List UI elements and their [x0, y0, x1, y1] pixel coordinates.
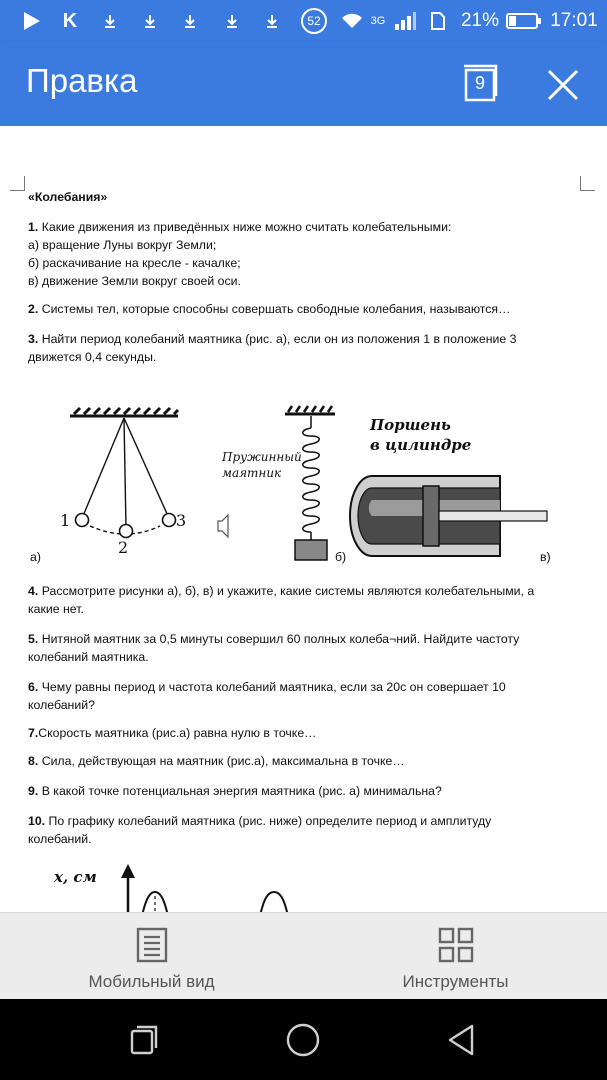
question-10 — [28, 812, 588, 830]
q6-text-cont: колебаний? — [28, 698, 95, 712]
back-button[interactable] — [421, 999, 501, 1080]
mobile-view-label: Мобильный вид — [88, 972, 215, 991]
network-type: 3G — [370, 15, 386, 27]
download-icon — [100, 0, 120, 42]
q10-text: По графику колебаний маятника (рис. ниже) определите период и амплитуду — [45, 814, 492, 828]
recent-apps-icon — [129, 1024, 159, 1056]
question-6 — [28, 678, 588, 696]
spring-pendulum-figure — [285, 406, 335, 560]
q4-text-cont: какие нет. — [28, 602, 84, 616]
figure — [0, 396, 607, 576]
spring-label-line1: Пружинный — [222, 450, 302, 464]
position-1-label: 1 — [60, 511, 71, 530]
position-2-label: 2 — [118, 538, 129, 557]
q10-text-cont: колебаний. — [28, 832, 92, 846]
recent-apps-button[interactable] — [104, 999, 184, 1080]
q1-option-a: а) вращение Луны вокруг Земли; — [28, 238, 217, 252]
q5-text-cont: колебаний маятника. — [28, 650, 149, 664]
pages-button[interactable] — [458, 64, 502, 106]
q9-text: В какой точке потенциальная энергия маятника (рис. а) минимальна? — [41, 784, 442, 798]
question-8 — [28, 752, 588, 770]
question-1 — [28, 218, 588, 236]
figure-drawing — [0, 396, 607, 576]
app-title: Правка — [26, 62, 138, 99]
q5-text: Нитяной маятник за 0,5 минуты совершил 60 полных колеба¬ний. Найдите частоту — [41, 632, 520, 646]
mobile-view-button[interactable] — [0, 913, 303, 1000]
q10-number: 10. — [28, 814, 46, 828]
q1-text: Какие движения из приведённых ниже можно считать колебательными: — [41, 220, 452, 234]
q1-option-c: в) движение Земли вокруг своей оси. — [28, 274, 241, 288]
mobile-view-icon — [135, 927, 169, 963]
q7-number: 7. — [28, 726, 39, 740]
piston-figure — [350, 476, 547, 556]
q6-text: Чему равны период и частота колебаний маятника, если за 20с он совершает 10 — [41, 680, 506, 694]
battery-percent: 21% — [460, 10, 500, 31]
speaker-icon — [218, 515, 228, 537]
pendulum-figure — [70, 408, 178, 538]
status-bar — [0, 0, 607, 42]
page-corner-mark — [10, 176, 25, 191]
q3-number: 3. — [28, 332, 39, 346]
q4-number: 4. — [28, 584, 39, 598]
home-button[interactable] — [263, 999, 343, 1080]
tools-grid-icon — [438, 927, 474, 963]
close-icon — [544, 66, 582, 104]
piston-label-line1: Поршень — [370, 416, 451, 434]
download-icon — [262, 0, 282, 42]
q7-text: Скорость маятника (рис.а) равна нулю в точке… — [38, 726, 317, 740]
question-3 — [28, 330, 588, 348]
figure-label-c: в) — [540, 550, 551, 564]
question-9 — [28, 782, 588, 800]
oscillation-graph — [0, 856, 607, 912]
q3-text-cont: движется 0,4 секунды. — [28, 350, 157, 364]
system-nav-bar — [0, 999, 607, 1080]
q3-text: Найти период колебаний маятника (рис. а), если он из положения 1 в положение 3 — [41, 332, 517, 346]
back-icon — [445, 1023, 477, 1057]
figure-label-b: б) — [335, 550, 347, 564]
document-page[interactable] — [0, 126, 607, 912]
q2-text: Системы тел, которые способны совершать свободные колебания, называются… — [41, 302, 511, 316]
home-icon — [285, 1022, 321, 1058]
figure-label-a: а) — [30, 550, 41, 564]
play-store-icon — [20, 0, 44, 42]
vk-icon: K — [62, 9, 78, 32]
clock: 17:01 — [550, 10, 598, 31]
graph-drawing — [0, 856, 607, 912]
sim-icon — [428, 0, 448, 42]
wifi-icon — [340, 0, 364, 42]
spring-label-line2: маятник — [222, 466, 282, 480]
q6-number: 6. — [28, 680, 39, 694]
battery-icon — [504, 0, 544, 42]
doc-heading: «Колебания» — [28, 190, 108, 204]
q8-number: 8. — [28, 754, 39, 768]
q9-number: 9. — [28, 784, 39, 798]
page-count: 9 — [474, 73, 485, 93]
position-3-label: 3 — [176, 511, 187, 530]
download-icon — [180, 0, 200, 42]
piston-label-line2: в цилиндре — [370, 436, 472, 454]
q1-number: 1. — [28, 220, 39, 234]
question-4 — [28, 582, 588, 600]
q2-number: 2. — [28, 302, 39, 316]
q4-text: Рассмотрите рисунки а), б), в) и укажите, какие системы являются колебательными, а — [41, 584, 535, 598]
notification-count: 52 — [301, 8, 327, 34]
graph-axis-label: x, см — [54, 868, 97, 886]
question-7 — [28, 724, 588, 742]
q8-text: Сила, действующая на маятник (рис.а), максимальна в точке… — [41, 754, 405, 768]
download-icon — [140, 0, 160, 42]
tools-button[interactable] — [304, 913, 607, 1000]
question-5 — [28, 630, 588, 648]
q5-number: 5. — [28, 632, 39, 646]
app-bar — [0, 42, 607, 126]
download-icon — [222, 0, 242, 42]
signal-icon — [392, 0, 418, 42]
question-2 — [28, 300, 588, 318]
q1-option-b: б) раскачивание на кресле - качалке; — [28, 256, 241, 270]
tools-label: Инструменты — [402, 972, 509, 991]
close-button[interactable] — [544, 66, 582, 104]
bottom-toolbar — [0, 912, 607, 1000]
notification-count-badge — [300, 0, 328, 42]
